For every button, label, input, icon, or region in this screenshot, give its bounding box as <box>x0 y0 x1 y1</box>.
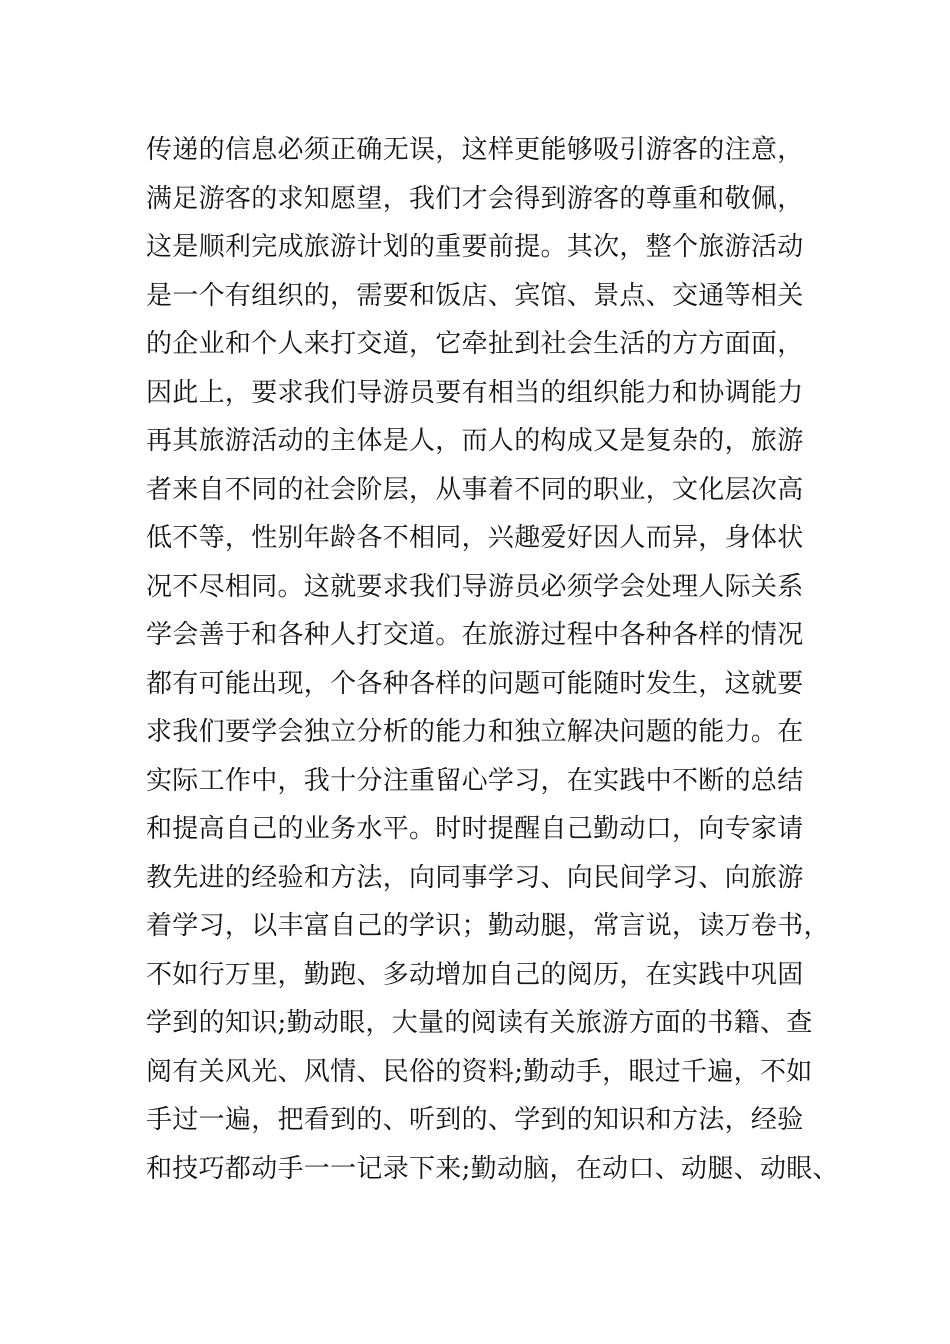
text-line: 再其旅游活动的主体是人，而人的构成又是复杂的，旅游 <box>146 426 804 456</box>
text-line: 因此上，要求我们导游员要有相当的组织能力和协调能力 <box>146 377 804 408</box>
text-line: 手过一遍，把看到的、听到的、学到的知识和方法，经验 <box>146 1105 804 1135</box>
text-line: 学到的知识;勤动眼，大量的阅读有关旅游方面的书籍、查 <box>146 1008 813 1038</box>
text-line: 这是顺利完成旅游计划的重要前提。其次，整个旅游活动 <box>146 232 804 262</box>
text-line: 低不等，性别年龄各不相同，兴趣爱好因人而异，身体状 <box>146 523 804 553</box>
text-line: 着学习，以丰富自己的学识；勤动腿，常言说，读万卷书， <box>146 911 830 941</box>
text-line: 实际工作中，我十分注重留心学习，在实践中不断的总结 <box>146 765 804 796</box>
text-line: 不如行万里，勤跑、多动增加自己的阅历，在实践中巩固 <box>146 959 804 990</box>
text-line: 都有可能出现，个各种各样的问题可能随时发生，这就要 <box>146 668 804 699</box>
text-line: 况不尽相同。这就要求我们导游员必须学会处理人际关系 <box>146 571 804 602</box>
text-line: 和提高自己的业务水平。时时提醒自己勤动口，向专家请 <box>146 814 804 844</box>
text-line: 求我们要学会独立分析的能力和独立解决问题的能力。在 <box>146 717 804 747</box>
text-line: 传递的信息必须正确无误，这样更能够吸引游客的注意， <box>146 135 804 165</box>
text-line: 阅有关风光、风情、民俗的资料;勤动手，眼过千遍，不如 <box>146 1056 813 1087</box>
text-line: 是一个有组织的，需要和饭店、宾馆、景点、交通等相关 <box>146 280 804 311</box>
text-line: 的企业和个人来打交道，它牵扯到社会生活的方方面面， <box>146 329 804 359</box>
text-line: 教先进的经验和方法，向同事学习、向民间学习、向旅游 <box>146 862 804 893</box>
body-text <box>146 126 846 1193</box>
text-line: 学会善于和各种人打交道。在旅游过程中各种各样的情况 <box>146 620 804 650</box>
text-line: 者来自不同的社会阶层，从事着不同的职业，文化层次高 <box>146 474 804 505</box>
text-line: 和技巧都动手一一记录下来;勤动脑，在动口、动腿、动眼、 <box>146 1153 839 1184</box>
text-line: 满足游客的求知愿望，我们才会得到游客的尊重和敬佩， <box>146 183 804 214</box>
